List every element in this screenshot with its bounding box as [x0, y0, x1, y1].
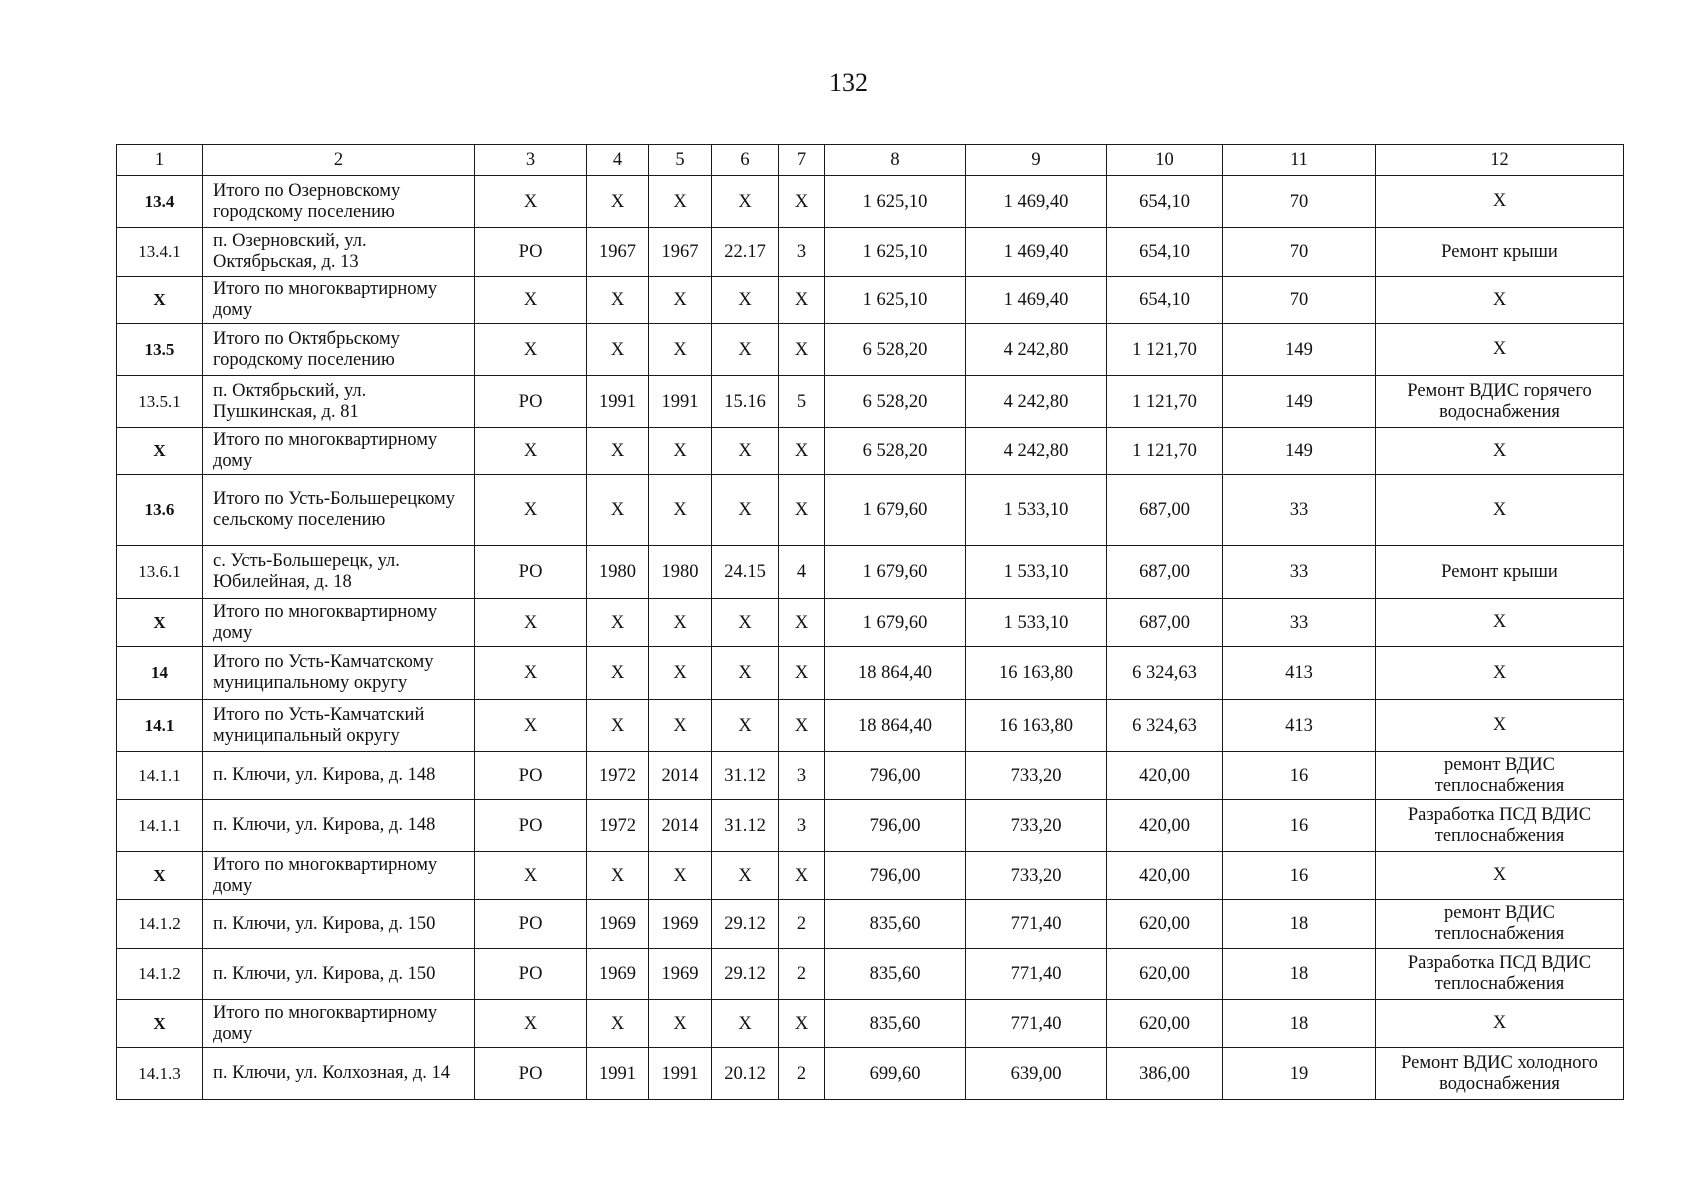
- value-cell-col-10: 6 324,63: [1107, 647, 1223, 700]
- value-cell-col-9: 16 163,80: [966, 700, 1107, 752]
- value-cell-col-3: Х: [475, 428, 587, 475]
- value-cell-col-5: 2014: [649, 752, 712, 800]
- value-cell-col-6: 29.12: [712, 900, 779, 949]
- value-cell-col-11: 70: [1223, 228, 1376, 277]
- value-cell-col-5: Х: [649, 176, 712, 228]
- work-type-cell: Х: [1376, 176, 1624, 228]
- value-cell-col-3: РО: [475, 228, 587, 277]
- value-cell-col-11: 16: [1223, 852, 1376, 900]
- column-header-3: 3: [475, 145, 587, 176]
- value-cell-col-5: 1969: [649, 900, 712, 949]
- value-cell-col-3: Х: [475, 1000, 587, 1048]
- value-cell-col-3: РО: [475, 1048, 587, 1100]
- value-cell-col-8: 1 679,60: [825, 599, 966, 647]
- address-cell: Итого по Усть-Камчатскому муниципальному округу: [203, 647, 475, 700]
- row-number-cell: 13.6: [117, 475, 203, 546]
- work-type-cell: Х: [1376, 647, 1624, 700]
- value-cell-col-6: Х: [712, 647, 779, 700]
- value-cell-col-4: 1972: [587, 800, 649, 852]
- value-cell-col-9: 771,40: [966, 949, 1107, 1000]
- value-cell-col-9: 4 242,80: [966, 324, 1107, 376]
- row-number-cell: 14.1: [117, 700, 203, 752]
- value-cell-col-11: 18: [1223, 900, 1376, 949]
- row-number-cell: 14.1.1: [117, 800, 203, 852]
- value-cell-col-10: 1 121,70: [1107, 376, 1223, 428]
- value-cell-col-9: 733,20: [966, 852, 1107, 900]
- value-cell-col-8: 1 625,10: [825, 277, 966, 324]
- address-cell: Итого по Усть-Большерецкому сельскому поселению: [203, 475, 475, 546]
- work-type-cell: Ремонт крыши: [1376, 546, 1624, 599]
- value-cell-col-6: 29.12: [712, 949, 779, 1000]
- row-number-cell: 14.1.2: [117, 949, 203, 1000]
- page-number: 132: [829, 68, 868, 97]
- value-cell-col-4: Х: [587, 475, 649, 546]
- value-cell-col-5: 1980: [649, 546, 712, 599]
- work-type-cell: Х: [1376, 852, 1624, 900]
- value-cell-col-9: 1 533,10: [966, 599, 1107, 647]
- value-cell-col-7: 3: [779, 800, 825, 852]
- value-cell-col-4: 1972: [587, 752, 649, 800]
- value-cell-col-8: 1 625,10: [825, 176, 966, 228]
- row-number-cell: 13.5.1: [117, 376, 203, 428]
- row-number-cell: 14.1.3: [117, 1048, 203, 1100]
- column-header-12: 12: [1376, 145, 1624, 176]
- value-cell-col-10: 1 121,70: [1107, 428, 1223, 475]
- value-cell-col-10: 687,00: [1107, 546, 1223, 599]
- table-row: [117, 900, 1624, 949]
- value-cell-col-5: Х: [649, 428, 712, 475]
- value-cell-col-10: 654,10: [1107, 228, 1223, 277]
- column-header-7: 7: [779, 145, 825, 176]
- value-cell-col-7: 2: [779, 949, 825, 1000]
- value-cell-col-10: 654,10: [1107, 277, 1223, 324]
- value-cell-col-11: 19: [1223, 1048, 1376, 1100]
- table-row: [117, 228, 1624, 277]
- value-cell-col-8: 835,60: [825, 900, 966, 949]
- value-cell-col-10: 620,00: [1107, 949, 1223, 1000]
- value-cell-col-3: РО: [475, 949, 587, 1000]
- value-cell-col-8: 796,00: [825, 852, 966, 900]
- value-cell-col-10: 420,00: [1107, 800, 1223, 852]
- column-header-9: 9: [966, 145, 1107, 176]
- address-cell: Итого по Озерновскому городскому поселению: [203, 176, 475, 228]
- table-row: [117, 176, 1624, 228]
- value-cell-col-4: Х: [587, 428, 649, 475]
- row-number-cell: 13.5: [117, 324, 203, 376]
- value-cell-col-4: Х: [587, 1000, 649, 1048]
- table-row: [117, 277, 1624, 324]
- value-cell-col-8: 796,00: [825, 800, 966, 852]
- table-row: [117, 700, 1624, 752]
- column-header-8: 8: [825, 145, 966, 176]
- value-cell-col-6: 15.16: [712, 376, 779, 428]
- work-type-cell: ремонт ВДИС теплоснабжения: [1376, 752, 1624, 800]
- value-cell-col-7: Х: [779, 852, 825, 900]
- value-cell-col-7: Х: [779, 176, 825, 228]
- value-cell-col-6: Х: [712, 475, 779, 546]
- table-row: [117, 800, 1624, 852]
- value-cell-col-3: РО: [475, 752, 587, 800]
- value-cell-col-8: 6 528,20: [825, 428, 966, 475]
- value-cell-col-11: 33: [1223, 546, 1376, 599]
- value-cell-col-7: Х: [779, 700, 825, 752]
- table-row: [117, 647, 1624, 700]
- work-type-cell: Ремонт ВДИС холодного водоснабжения: [1376, 1048, 1624, 1100]
- value-cell-col-6: 31.12: [712, 752, 779, 800]
- value-cell-col-6: Х: [712, 176, 779, 228]
- table-row: [117, 599, 1624, 647]
- value-cell-col-3: Х: [475, 176, 587, 228]
- work-type-cell: Х: [1376, 700, 1624, 752]
- value-cell-col-11: 16: [1223, 800, 1376, 852]
- value-cell-col-6: Х: [712, 700, 779, 752]
- work-type-cell: ремонт ВДИС теплоснабжения: [1376, 900, 1624, 949]
- value-cell-col-3: РО: [475, 376, 587, 428]
- value-cell-col-11: 33: [1223, 475, 1376, 546]
- value-cell-col-3: Х: [475, 852, 587, 900]
- value-cell-col-3: РО: [475, 546, 587, 599]
- value-cell-col-3: РО: [475, 800, 587, 852]
- table-row: [117, 752, 1624, 800]
- value-cell-col-4: 1969: [587, 900, 649, 949]
- value-cell-col-8: 18 864,40: [825, 700, 966, 752]
- value-cell-col-8: 699,60: [825, 1048, 966, 1100]
- value-cell-col-5: Х: [649, 647, 712, 700]
- value-cell-col-4: 1991: [587, 1048, 649, 1100]
- value-cell-col-10: 6 324,63: [1107, 700, 1223, 752]
- value-cell-col-11: 70: [1223, 277, 1376, 324]
- value-cell-col-7: 3: [779, 228, 825, 277]
- value-cell-col-9: 1 533,10: [966, 475, 1107, 546]
- table-row: [117, 324, 1624, 376]
- value-cell-col-11: 413: [1223, 700, 1376, 752]
- work-type-cell: Х: [1376, 277, 1624, 324]
- value-cell-col-6: 24.15: [712, 546, 779, 599]
- table-row: [117, 546, 1624, 599]
- value-cell-col-10: 620,00: [1107, 1000, 1223, 1048]
- address-cell: с. Усть-Большерецк, ул. Юбилейная, д. 18: [203, 546, 475, 599]
- value-cell-col-4: 1967: [587, 228, 649, 277]
- work-type-cell: Х: [1376, 475, 1624, 546]
- column-header-10: 10: [1107, 145, 1223, 176]
- address-cell: Итого по Октябрьскому городскому поселению: [203, 324, 475, 376]
- table-body: [117, 176, 1624, 1100]
- value-cell-col-7: 2: [779, 1048, 825, 1100]
- value-cell-col-5: 1991: [649, 1048, 712, 1100]
- repair-schedule-table: [116, 144, 1624, 1100]
- value-cell-col-8: 835,60: [825, 1000, 966, 1048]
- value-cell-col-8: 1 625,10: [825, 228, 966, 277]
- table-row: [117, 428, 1624, 475]
- value-cell-col-7: Х: [779, 599, 825, 647]
- value-cell-col-5: Х: [649, 324, 712, 376]
- table-row: [117, 1000, 1624, 1048]
- value-cell-col-5: Х: [649, 852, 712, 900]
- address-cell: Итого по многоквартирному дому: [203, 1000, 475, 1048]
- address-cell: Итого по многоквартирному дому: [203, 428, 475, 475]
- value-cell-col-4: Х: [587, 647, 649, 700]
- address-cell: Итого по многоквартирному дому: [203, 277, 475, 324]
- column-header-6: 6: [712, 145, 779, 176]
- value-cell-col-7: 2: [779, 900, 825, 949]
- value-cell-col-6: Х: [712, 599, 779, 647]
- value-cell-col-10: 687,00: [1107, 475, 1223, 546]
- value-cell-col-9: 733,20: [966, 752, 1107, 800]
- work-type-cell: Х: [1376, 324, 1624, 376]
- value-cell-col-7: Х: [779, 428, 825, 475]
- column-header-1: 1: [117, 145, 203, 176]
- value-cell-col-11: 149: [1223, 324, 1376, 376]
- value-cell-col-3: Х: [475, 647, 587, 700]
- value-cell-col-5: 2014: [649, 800, 712, 852]
- value-cell-col-7: 4: [779, 546, 825, 599]
- address-cell: п. Ключи, ул. Кирова, д. 148: [203, 800, 475, 852]
- value-cell-col-5: Х: [649, 277, 712, 324]
- value-cell-col-8: 18 864,40: [825, 647, 966, 700]
- address-cell: Итого по многоквартирному дому: [203, 599, 475, 647]
- value-cell-col-10: 386,00: [1107, 1048, 1223, 1100]
- value-cell-col-9: 1 469,40: [966, 277, 1107, 324]
- value-cell-col-11: 18: [1223, 1000, 1376, 1048]
- table-row: [117, 1048, 1624, 1100]
- work-type-cell: Х: [1376, 599, 1624, 647]
- row-number-cell: Х: [117, 277, 203, 324]
- value-cell-col-5: Х: [649, 599, 712, 647]
- value-cell-col-8: 6 528,20: [825, 376, 966, 428]
- value-cell-col-5: 1969: [649, 949, 712, 1000]
- table-row: [117, 475, 1624, 546]
- value-cell-col-10: 654,10: [1107, 176, 1223, 228]
- address-cell: п. Ключи, ул. Кирова, д. 148: [203, 752, 475, 800]
- row-number-cell: 13.6.1: [117, 546, 203, 599]
- value-cell-col-9: 771,40: [966, 1000, 1107, 1048]
- value-cell-col-8: 835,60: [825, 949, 966, 1000]
- work-type-cell: Х: [1376, 1000, 1624, 1048]
- value-cell-col-7: Х: [779, 277, 825, 324]
- value-cell-col-5: 1991: [649, 376, 712, 428]
- value-cell-col-8: 1 679,60: [825, 546, 966, 599]
- value-cell-col-9: 1 469,40: [966, 176, 1107, 228]
- value-cell-col-7: Х: [779, 324, 825, 376]
- work-type-cell: Ремонт крыши: [1376, 228, 1624, 277]
- value-cell-col-3: Х: [475, 324, 587, 376]
- value-cell-col-6: Х: [712, 1000, 779, 1048]
- address-cell: Итого по Усть-Камчатский муниципальный округу: [203, 700, 475, 752]
- work-type-cell: Разработка ПСД ВДИС теплоснабжения: [1376, 949, 1624, 1000]
- column-header-2: 2: [203, 145, 475, 176]
- row-number-cell: 13.4.1: [117, 228, 203, 277]
- work-type-cell: Разработка ПСД ВДИС теплоснабжения: [1376, 800, 1624, 852]
- address-cell: п. Ключи, ул. Кирова, д. 150: [203, 949, 475, 1000]
- value-cell-col-11: 18: [1223, 949, 1376, 1000]
- value-cell-col-8: 796,00: [825, 752, 966, 800]
- row-number-cell: Х: [117, 852, 203, 900]
- table-row: [117, 852, 1624, 900]
- address-cell: п. Ключи, ул. Колхозная, д. 14: [203, 1048, 475, 1100]
- value-cell-col-9: 733,20: [966, 800, 1107, 852]
- value-cell-col-9: 639,00: [966, 1048, 1107, 1100]
- value-cell-col-9: 1 469,40: [966, 228, 1107, 277]
- value-cell-col-10: 1 121,70: [1107, 324, 1223, 376]
- table-header-row: [117, 145, 1624, 176]
- value-cell-col-4: Х: [587, 599, 649, 647]
- value-cell-col-7: Х: [779, 475, 825, 546]
- value-cell-col-10: 687,00: [1107, 599, 1223, 647]
- value-cell-col-4: 1969: [587, 949, 649, 1000]
- value-cell-col-9: 16 163,80: [966, 647, 1107, 700]
- value-cell-col-3: Х: [475, 277, 587, 324]
- table-row: [117, 949, 1624, 1000]
- row-number-cell: 14.1.2: [117, 900, 203, 949]
- value-cell-col-11: 16: [1223, 752, 1376, 800]
- column-header-11: 11: [1223, 145, 1376, 176]
- value-cell-col-9: 771,40: [966, 900, 1107, 949]
- value-cell-col-4: Х: [587, 852, 649, 900]
- value-cell-col-11: 33: [1223, 599, 1376, 647]
- row-number-cell: Х: [117, 599, 203, 647]
- value-cell-col-8: 1 679,60: [825, 475, 966, 546]
- value-cell-col-11: 149: [1223, 376, 1376, 428]
- address-cell: п. Октябрьский, ул. Пушкинская, д. 81: [203, 376, 475, 428]
- value-cell-col-3: РО: [475, 900, 587, 949]
- value-cell-col-3: Х: [475, 599, 587, 647]
- row-number-cell: Х: [117, 1000, 203, 1048]
- value-cell-col-4: 1991: [587, 376, 649, 428]
- value-cell-col-9: 4 242,80: [966, 428, 1107, 475]
- value-cell-col-11: 70: [1223, 176, 1376, 228]
- value-cell-col-4: Х: [587, 277, 649, 324]
- value-cell-col-6: 20.12: [712, 1048, 779, 1100]
- row-number-cell: 13.4: [117, 176, 203, 228]
- value-cell-col-8: 6 528,20: [825, 324, 966, 376]
- value-cell-col-9: 4 242,80: [966, 376, 1107, 428]
- value-cell-col-6: Х: [712, 277, 779, 324]
- table-row: [117, 376, 1624, 428]
- value-cell-col-4: Х: [587, 700, 649, 752]
- value-cell-col-7: 3: [779, 752, 825, 800]
- work-type-cell: Х: [1376, 428, 1624, 475]
- value-cell-col-5: Х: [649, 1000, 712, 1048]
- value-cell-col-11: 413: [1223, 647, 1376, 700]
- address-cell: п. Ключи, ул. Кирова, д. 150: [203, 900, 475, 949]
- value-cell-col-9: 1 533,10: [966, 546, 1107, 599]
- value-cell-col-7: Х: [779, 1000, 825, 1048]
- value-cell-col-6: Х: [712, 852, 779, 900]
- value-cell-col-5: Х: [649, 475, 712, 546]
- value-cell-col-10: 420,00: [1107, 852, 1223, 900]
- address-cell: Итого по многоквартирному дому: [203, 852, 475, 900]
- row-number-cell: 14: [117, 647, 203, 700]
- value-cell-col-3: Х: [475, 700, 587, 752]
- work-type-cell: Ремонт ВДИС горячего водоснабжения: [1376, 376, 1624, 428]
- value-cell-col-5: Х: [649, 700, 712, 752]
- row-number-cell: 14.1.1: [117, 752, 203, 800]
- value-cell-col-10: 620,00: [1107, 900, 1223, 949]
- value-cell-col-4: 1980: [587, 546, 649, 599]
- value-cell-col-5: 1967: [649, 228, 712, 277]
- value-cell-col-3: Х: [475, 475, 587, 546]
- address-cell: п. Озерновский, ул. Октябрьская, д. 13: [203, 228, 475, 277]
- row-number-cell: Х: [117, 428, 203, 475]
- value-cell-col-4: Х: [587, 324, 649, 376]
- column-header-5: 5: [649, 145, 712, 176]
- value-cell-col-11: 149: [1223, 428, 1376, 475]
- value-cell-col-4: Х: [587, 176, 649, 228]
- value-cell-col-6: 22.17: [712, 228, 779, 277]
- column-header-4: 4: [587, 145, 649, 176]
- value-cell-col-6: Х: [712, 324, 779, 376]
- value-cell-col-7: 5: [779, 376, 825, 428]
- value-cell-col-10: 420,00: [1107, 752, 1223, 800]
- value-cell-col-6: 31.12: [712, 800, 779, 852]
- value-cell-col-7: Х: [779, 647, 825, 700]
- value-cell-col-6: Х: [712, 428, 779, 475]
